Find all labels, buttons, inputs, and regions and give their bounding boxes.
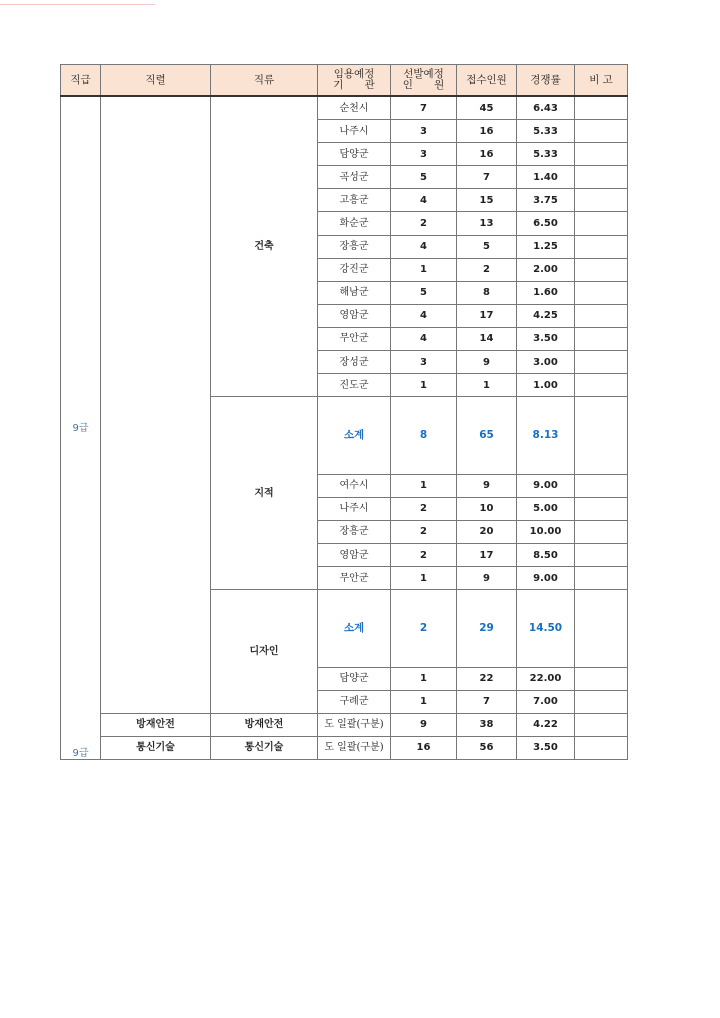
subtotal-applicants: 65 [457,397,517,474]
recruitment-table [60,64,628,760]
agency-cell: 장흥군 [318,235,391,258]
ratio-cell: 5.33 [517,143,575,166]
remarks-cell [575,166,628,189]
ratio-cell: 6.50 [517,212,575,235]
agency-cell: 영암군 [318,304,391,327]
applicants-cell: 5 [457,235,517,258]
applicants-cell: 2 [457,258,517,281]
remarks-cell [575,258,628,281]
header-agency-line1: 임용예정 [333,68,375,80]
subtotal-ratio: 8.13 [517,397,575,474]
planned-cell: 2 [391,497,457,520]
header-grade: 직급 [61,65,101,97]
ratio-cell: 7.00 [517,690,575,713]
remarks-cell [575,235,628,258]
applicants-cell: 9 [457,351,517,374]
applicants-cell: 7 [457,690,517,713]
remarks-cell [575,374,628,397]
ratio-cell: 1.00 [517,374,575,397]
table-row [61,96,628,120]
applicants-cell: 1 [457,374,517,397]
remarks-cell [575,397,628,474]
planned-cell: 4 [391,189,457,212]
category-cadastral: 지적 [211,397,318,590]
series-telecom: 통신기술 [101,736,211,759]
applicants-cell: 17 [457,304,517,327]
applicants-cell: 16 [457,120,517,143]
series-cell-blank [101,96,211,713]
remarks-cell [575,304,628,327]
category-architecture: 건축 [211,96,318,397]
applicants-cell: 10 [457,497,517,520]
applicants-cell: 13 [457,212,517,235]
table-row [61,713,628,736]
ratio-cell: 5.33 [517,120,575,143]
subtotal-planned: 2 [391,590,457,667]
ratio-cell: 3.75 [517,189,575,212]
agency-cell: 순천시 [318,96,391,120]
header-category: 직류 [211,65,318,97]
ratio-cell: 8.50 [517,543,575,566]
remarks-cell [575,327,628,350]
agency-cell: 담양군 [318,667,391,690]
ratio-cell: 4.25 [517,304,575,327]
subtotal-ratio: 14.50 [517,590,575,667]
planned-cell: 2 [391,520,457,543]
applicants-cell: 15 [457,189,517,212]
header-agency-line2: 기 관 [333,79,375,91]
agency-cell: 여수시 [318,474,391,497]
planned-cell: 5 [391,281,457,304]
agency-cell: 고흥군 [318,189,391,212]
remarks-cell [575,590,628,667]
planned-cell: 5 [391,166,457,189]
remarks-cell [575,520,628,543]
planned-cell: 4 [391,235,457,258]
header-planned-line1: 선발예정 [403,68,444,80]
agency-cell: 영암군 [318,543,391,566]
table-row [61,736,628,759]
ratio-cell: 4.22 [517,713,575,736]
ratio-cell: 5.00 [517,497,575,520]
agency-cell: 무안군 [318,567,391,590]
grade-label: 9급 [72,748,89,759]
applicants-cell: 17 [457,543,517,566]
planned-cell: 1 [391,258,457,281]
remarks-cell [575,96,628,120]
planned-cell: 16 [391,736,457,759]
planned-cell: 9 [391,713,457,736]
ratio-cell: 3.50 [517,736,575,759]
planned-cell: 1 [391,474,457,497]
ratio-cell: 1.60 [517,281,575,304]
remarks-cell [575,567,628,590]
planned-cell: 3 [391,120,457,143]
agency-cell: 화순군 [318,212,391,235]
agency-cell: 해남군 [318,281,391,304]
agency-cell: 담양군 [318,143,391,166]
header-agency [318,65,391,97]
subtotal-label: 소계 [318,590,391,667]
applicants-cell: 9 [457,474,517,497]
ratio-cell: 3.00 [517,351,575,374]
planned-cell: 1 [391,374,457,397]
header-remarks: 비 고 [575,65,628,97]
agency-cell: 장성군 [318,351,391,374]
agency-cell: 도 일괄(구분) [318,713,391,736]
header-planned-line2: 인 원 [402,79,445,91]
ratio-cell: 1.25 [517,235,575,258]
planned-cell: 1 [391,667,457,690]
planned-cell: 2 [391,212,457,235]
ratio-cell: 1.40 [517,166,575,189]
remarks-cell [575,667,628,690]
applicants-cell: 8 [457,281,517,304]
applicants-cell: 56 [457,736,517,759]
series-disaster-safety: 방재안전 [101,713,211,736]
remarks-cell [575,212,628,235]
category-disaster-safety: 방재안전 [211,713,318,736]
agency-cell: 무안군 [318,327,391,350]
applicants-cell: 20 [457,520,517,543]
applicants-cell: 45 [457,96,517,120]
agency-cell: 곡성군 [318,166,391,189]
planned-cell: 1 [391,567,457,590]
planned-cell: 4 [391,304,457,327]
agency-cell: 구례군 [318,690,391,713]
planned-cell: 3 [391,351,457,374]
agency-cell: 나주시 [318,120,391,143]
header-planned [391,65,457,97]
ratio-cell: 2.00 [517,258,575,281]
planned-cell: 7 [391,96,457,120]
grade-label: 9급 [72,423,89,434]
remarks-cell [575,351,628,374]
remarks-cell [575,497,628,520]
applicants-cell: 9 [457,567,517,590]
header-ratio: 경쟁률 [517,65,575,97]
agency-cell: 진도군 [318,374,391,397]
agency-cell: 장흥군 [318,520,391,543]
agency-cell: 나주시 [318,497,391,520]
remarks-cell [575,120,628,143]
planned-cell: 3 [391,143,457,166]
ratio-cell: 6.43 [517,96,575,120]
applicants-cell: 16 [457,143,517,166]
remarks-cell [575,143,628,166]
grade-cell [61,96,101,760]
subtotal-planned: 8 [391,397,457,474]
header-row [61,65,628,97]
applicants-cell: 14 [457,327,517,350]
ratio-cell: 10.00 [517,520,575,543]
applicants-cell: 38 [457,713,517,736]
ratio-cell: 3.50 [517,327,575,350]
top-decorative-line [0,4,155,5]
remarks-cell [575,713,628,736]
agency-cell: 강진군 [318,258,391,281]
ratio-cell: 9.00 [517,567,575,590]
remarks-cell [575,189,628,212]
applicants-cell: 7 [457,166,517,189]
ratio-cell: 22.00 [517,667,575,690]
remarks-cell [575,690,628,713]
header-series: 직렬 [101,65,211,97]
header-applicants: 접수인원 [457,65,517,97]
remarks-cell [575,474,628,497]
planned-cell: 4 [391,327,457,350]
remarks-cell [575,281,628,304]
planned-cell: 2 [391,543,457,566]
planned-cell: 1 [391,690,457,713]
agency-cell: 도 일괄(구분) [318,736,391,759]
subtotal-applicants: 29 [457,590,517,667]
category-design: 디자인 [211,590,318,714]
applicants-cell: 22 [457,667,517,690]
remarks-cell [575,543,628,566]
ratio-cell: 9.00 [517,474,575,497]
subtotal-label: 소계 [318,397,391,474]
remarks-cell [575,736,628,759]
category-telecom: 통신기술 [211,736,318,759]
